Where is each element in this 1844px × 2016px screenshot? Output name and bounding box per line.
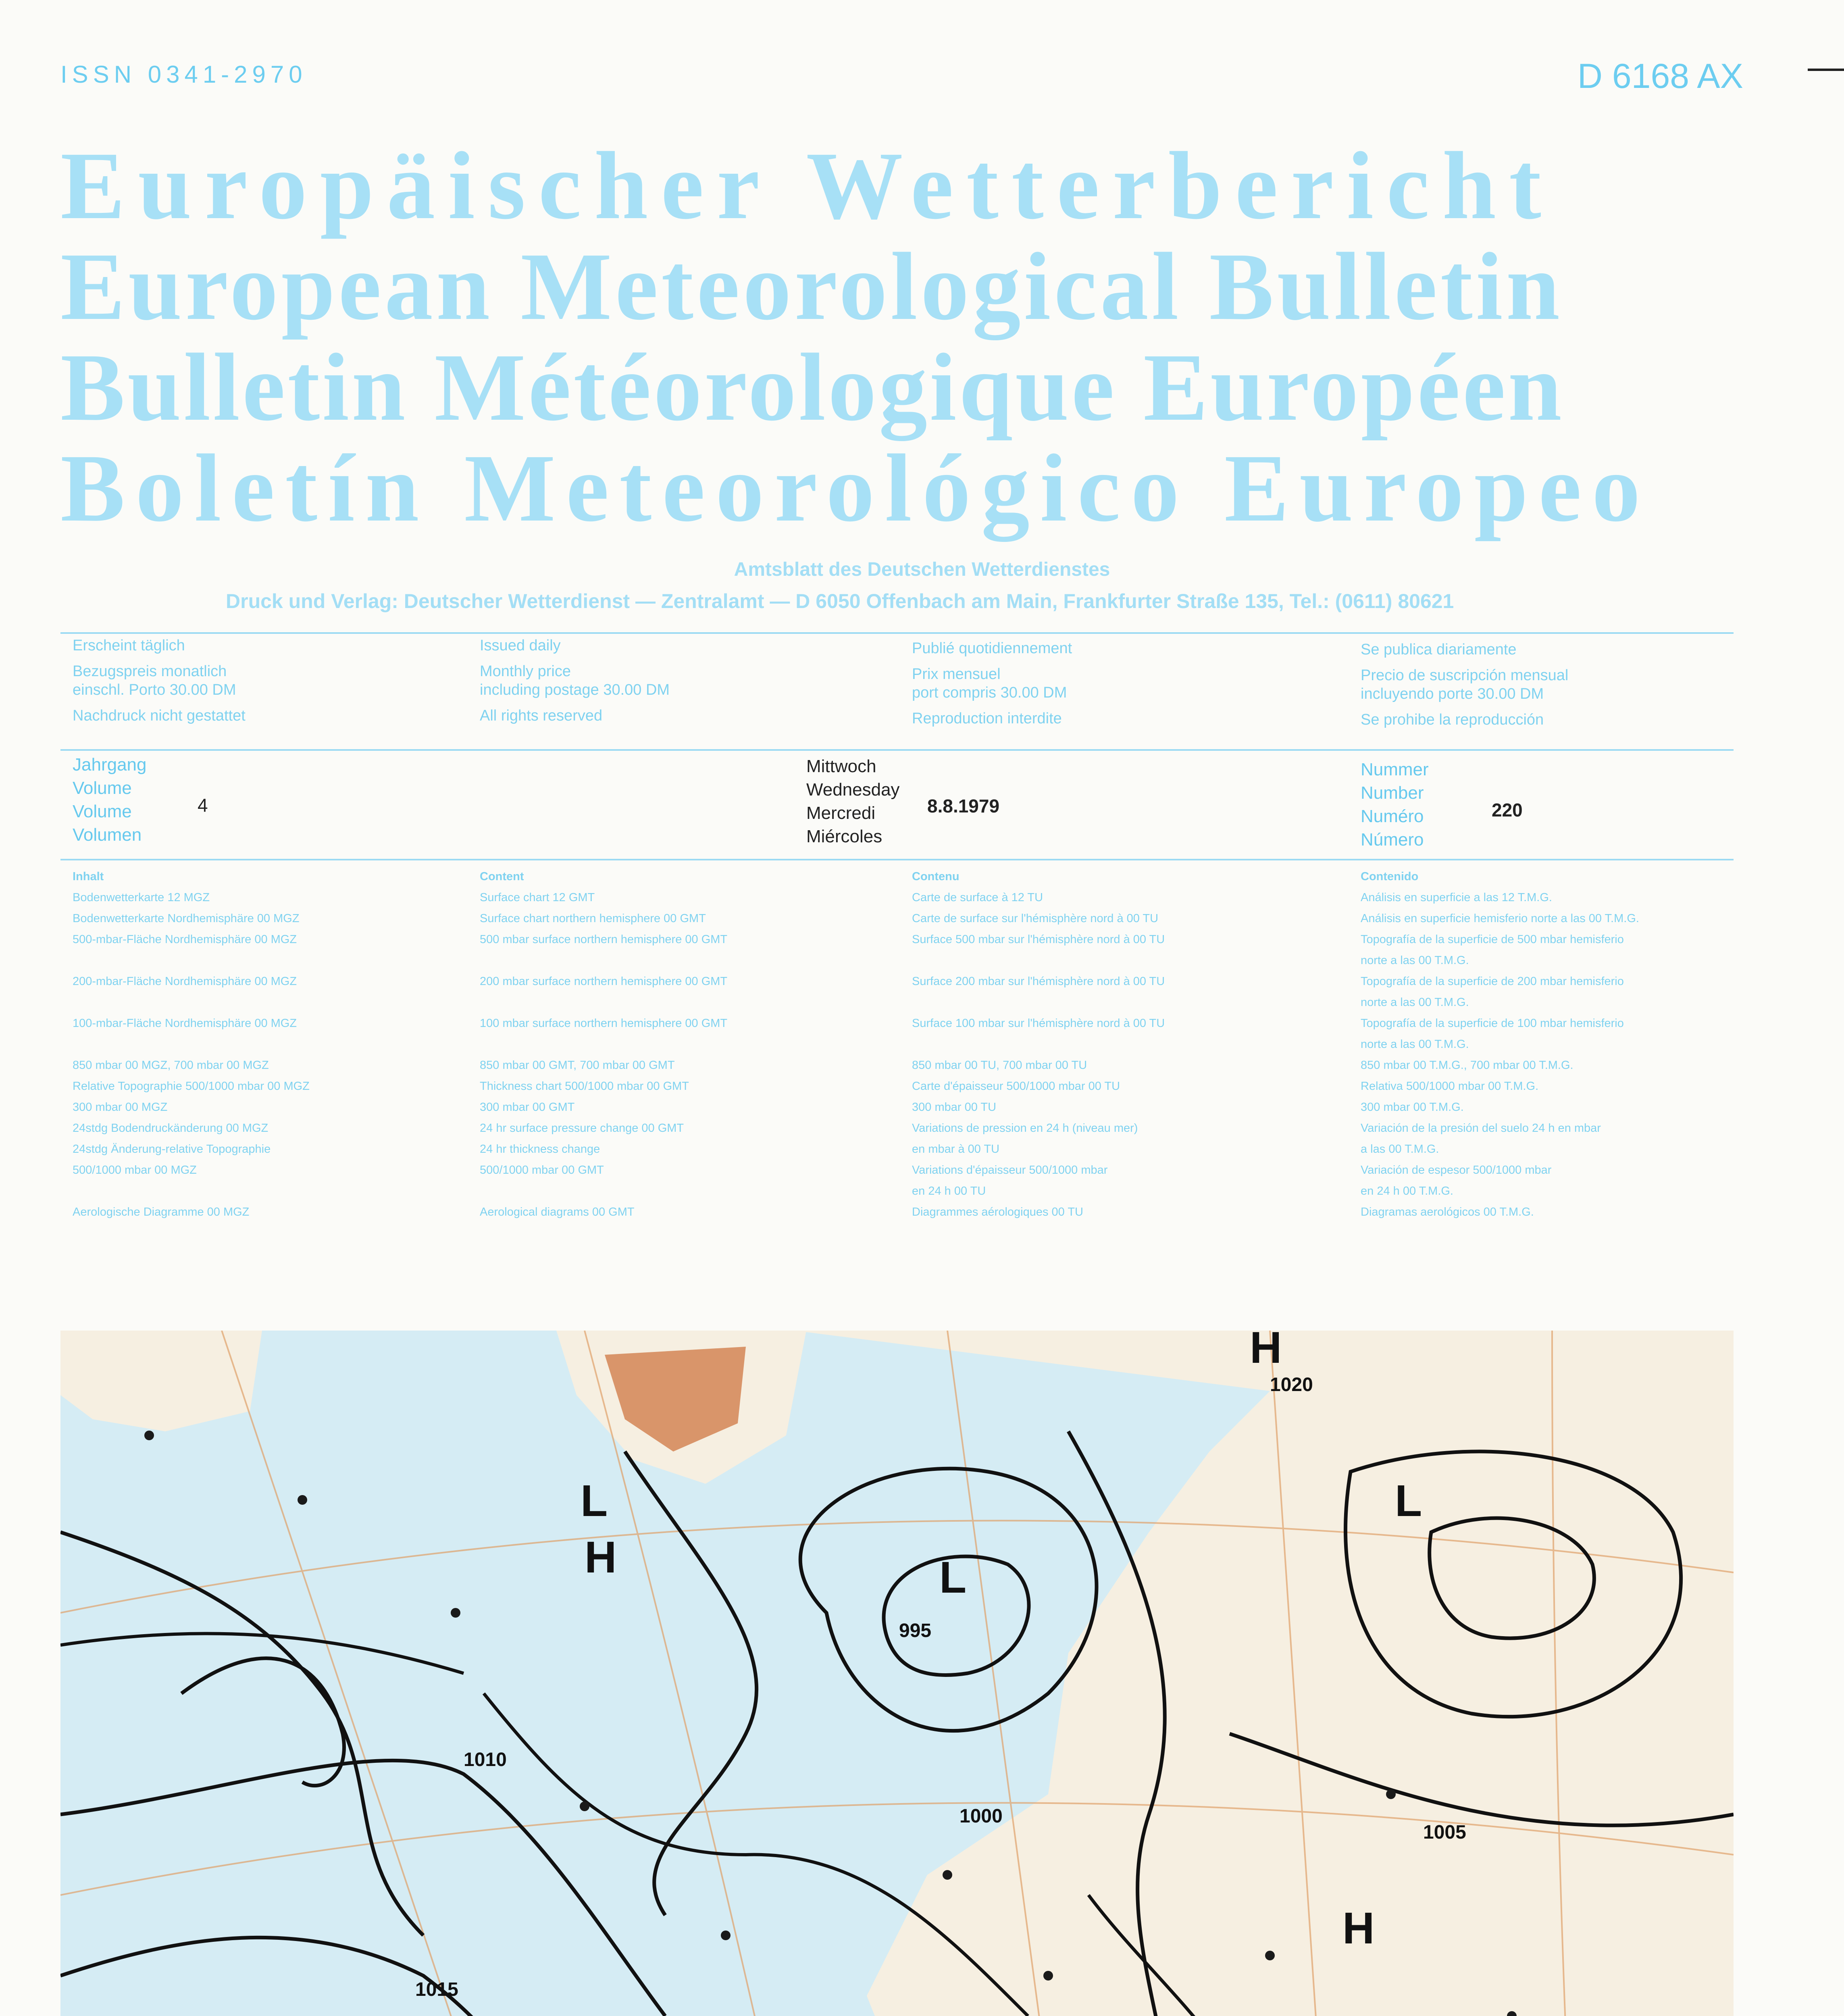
contents-french: Contenu Carte de surface à 12 TU Carte de surface sur l'hémisphère nord à 00 TU Surface 500 mbar sur l'hémisphère nord à 00 TU Surface 200 mbar sur l'hémisphère nord à 00 TU Surface 100 mbar sur l'hémisphère nord à 00 TU 850 mbar 00 TU, 700 mbar 00 TU Carte d'épaisseur 500/1000 mbar 00 TU 300 mbar 00 TU Variations de pression en 24 h (niveau mer) en mbar à 00 TU Variations d'épaisseur 500/1000 mbar en 24 h 00 TU Diagrammes aérologiques 00 TU xyxy=(912,870,1165,1218)
title-french: Bulletin Météorologique Européen xyxy=(60,333,1564,441)
postal-code: D 6168 AX xyxy=(1577,57,1743,96)
isobar-label: 1000 xyxy=(959,1806,1003,1827)
official-gazette-line: Amtsblatt des Deutschen Wetterdienstes xyxy=(734,559,1110,580)
subscription-german: Erscheint täglich Bezugspreis monatlich einschl. Porto 30.00 DM Nachdruck nicht gestattet xyxy=(73,637,246,724)
divider xyxy=(60,632,1734,634)
divider xyxy=(60,749,1734,751)
isobar-label: 995 xyxy=(899,1620,932,1641)
isobar-label: 1020 xyxy=(1270,1374,1313,1395)
low-pressure-center: L xyxy=(581,1476,608,1526)
edge-mark xyxy=(1808,69,1844,71)
high-pressure-center: H xyxy=(585,1533,617,1582)
contents-german: Inhalt Bodenwetterkarte 12 MGZ Bodenwetterkarte Nordhemisphäre 00 MGZ 500-mbar-Fläche Nordhemisphäre 00 MGZ 200-mbar-Fläche Nordhemisphäre 00 MGZ 100-mbar-Fläche Nordhemisphäre 00 MGZ 850 mbar 00 MGZ, 700 mbar 00 MGZ Relative Topographie 500/1000 mbar 00 MGZ 300 mbar 00 MGZ 24stdg Bodendruckänderung 00 MGZ 24stdg Änderung-relative Topographie 500/1000 mbar 00 MGZ Aerologische Diagramme 00 MGZ xyxy=(73,870,310,1218)
volume-labels: Jahrgang Volume Volume Volumen xyxy=(73,755,147,845)
subscription-spanish: Se publica diariamente Precio de suscripción mensual incluyendo porte 30.00 DM Se prohibe la reproducción xyxy=(1361,641,1569,728)
subscription-french: Publié quotidiennement Prix mensuel port compris 30.00 DM Reproduction interdite xyxy=(912,640,1072,727)
subscription-english: Issued daily Monthly price including postage 30.00 DM All rights reserved xyxy=(480,637,670,724)
high-pressure-center: H xyxy=(1342,1904,1375,1953)
high-pressure-center: H xyxy=(1250,1331,1282,1372)
title-german: Europäischer Wetterbericht xyxy=(60,132,1554,239)
isobar-label: 1015 xyxy=(415,1979,458,2000)
title-spanish: Boletín Meteorológico Europeo xyxy=(60,434,1651,541)
issue-date: 8.8.1979 xyxy=(927,796,1000,816)
issue-number: 220 xyxy=(1492,800,1523,821)
low-pressure-center: L xyxy=(939,1553,967,1602)
divider xyxy=(60,859,1734,860)
low-pressure-center: L xyxy=(1395,1476,1422,1526)
contents-english: Content Surface chart 12 GMT Surface chart northern hemisphere 00 GMT 500 mbar surface northern hemisphere 00 GMT 200 mbar surface northern hemisphere 00 GMT 100 mbar surface northern hemisphere 00 GMT 850 mbar 00 GMT, 700 mbar 00 GMT Thickness chart 500/1000 mbar 00 GMT 300 mbar 00 GMT 24 hr surface pressure change 00 GMT 24 hr thickness change 500/1000 mbar 00 GMT Aerological diagrams 00 GMT xyxy=(480,870,728,1218)
issn-number: ISSN 0341-2970 xyxy=(60,61,307,88)
surface-weather-map xyxy=(60,1331,1734,2016)
volume-value: 4 xyxy=(198,795,208,816)
isobar-label: 1005 xyxy=(1423,1822,1466,1843)
isobar-label: 1010 xyxy=(464,1749,507,1770)
publisher-address: Druck und Verlag: Deutscher Wetterdienst — Zentralamt — D 6050 Offenbach am Main, Frankfurter Straße 135, Tel.: (0611) 80621 xyxy=(226,590,1454,612)
number-labels: Nummer Number Numéro Número xyxy=(1361,760,1429,850)
title-english: European Meteorological Bulletin xyxy=(60,233,1563,340)
contents-spanish: Contenido Análisis en superficie a las 12 T.M.G. Análisis en superficie hemisferio norte a las 00 T.M.G. Topografía de la superficie de 500 mbar hemisferio norte a las 00 T.M.G. Topografía de la superficie de 200 mbar hemisferio norte a las 00 T.M.G. Topografía de la superficie de 100 mbar hemisferio norte a las 00 T.M.G. 850 mbar 00 T.M.G., 700 mbar 00 T.M.G. Relativa 500/1000 mbar 00 T.M.G. 300 mbar 00 T.M.G. Variación de la presión del suelo 24 h en mbar a las 00 T.M.G. Variación de espesor 500/1000 mbar en 24 h 00 T.M.G. Diagramas aerológicos 00 T.M.G. xyxy=(1361,870,1639,1218)
weekday-labels: Mittwoch Wednesday Mercredi Miércoles xyxy=(806,756,900,846)
